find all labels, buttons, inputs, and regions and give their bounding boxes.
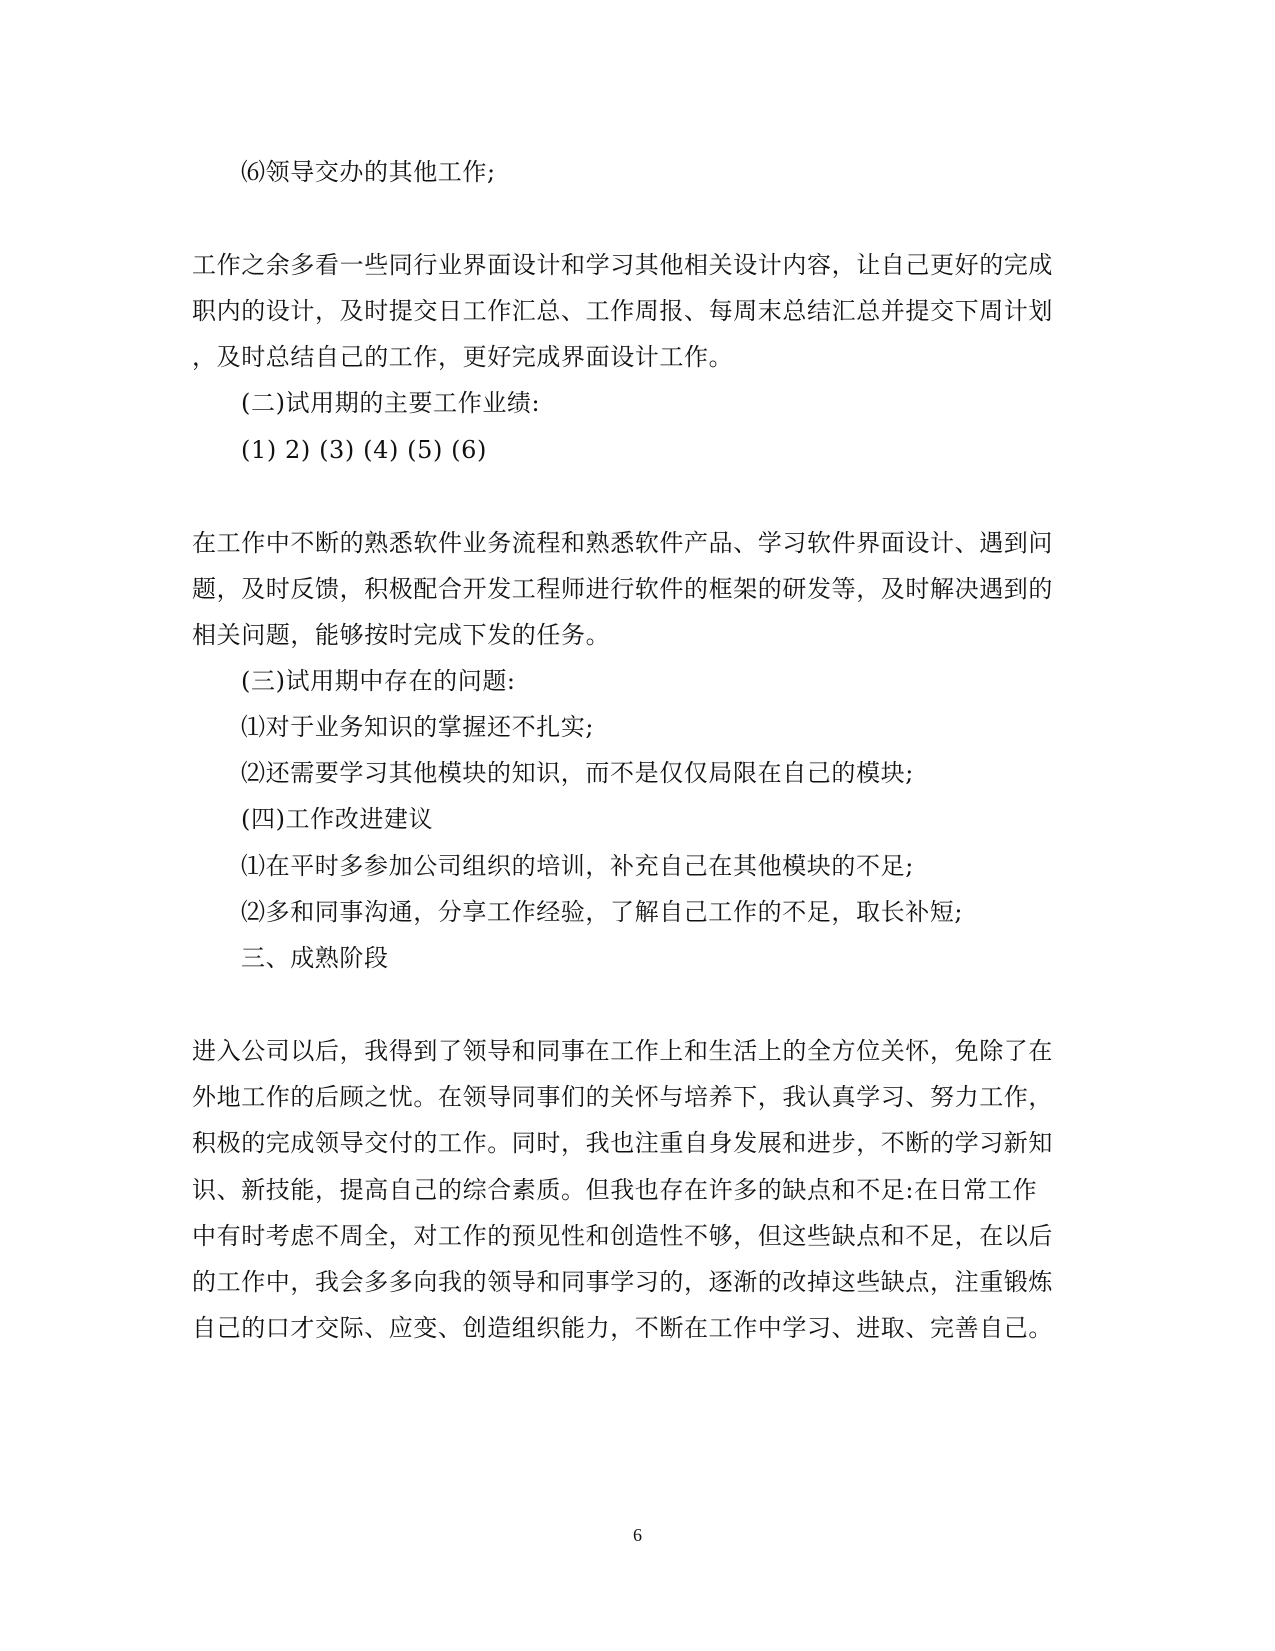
page-number: 6 — [633, 1525, 642, 1545]
paragraph-line: 的工作中，我会多多向我的领导和同事学习的，逐渐的改掉这些缺点，注重锻炼 — [192, 1268, 1053, 1296]
paragraph-line: 相关问题，能够按时完成下发的任务。 — [192, 621, 611, 649]
list-item-2: ⑵还需要学习其他模块的知识，而不是仅仅局限在自己的模块; — [241, 759, 914, 787]
paragraph-line: 进入公司以后，我得到了领导和同事在工作上和生活上的全方位关怀，免除了在 — [192, 1037, 1053, 1065]
paragraph-line: 积极的完成领导交付的工作。同时，我也注重自身发展和进步，不断的学习新知 — [192, 1129, 1053, 1157]
section-heading-improvements: (四)工作改进建议 — [241, 805, 434, 833]
list-item-1: ⑴对于业务知识的掌握还不扎实; — [241, 713, 595, 741]
paragraph-line: ，及时总结自己的工作，更好完成界面设计工作。 — [192, 343, 734, 371]
section-heading-achievements: (二)试用期的主要工作业绩: — [241, 389, 541, 417]
list-item-6: ⑹领导交办的其他工作; — [241, 158, 496, 186]
section-heading-maturity: 三、成熟阶段 — [241, 944, 389, 972]
paragraph-line: 在工作中不断的熟悉软件业务流程和熟悉软件产品、学习软件界面设计、遇到问 — [192, 529, 1053, 557]
paragraph-line: 中有时考虑不周全，对工作的预见性和创造性不够，但这些缺点和不足，在以后 — [192, 1222, 1053, 1250]
paragraph-line: 题，及时反馈，积极配合开发工程师进行软件的框架的研发等，及时解决遇到的 — [192, 575, 1053, 603]
paragraph-line: 外地工作的后顾之忧。在领导同事们的关怀与培养下，我认真学习、努力工作， — [192, 1083, 1053, 1111]
paragraph-line: 工作之余多看一些同行业界面设计和学习其他相关设计内容，让自己更好的完成 — [192, 251, 1053, 279]
list-item-2: ⑵多和同事沟通，分享工作经验，了解自己工作的不足，取长补短; — [241, 898, 964, 926]
list-item-1: ⑴在平时多参加公司组织的培训，补充自己在其他模块的不足; — [241, 852, 914, 880]
paragraph-line: 职内的设计，及时提交日工作汇总、工作周报、每周末总结汇总并提交下周计划 — [192, 297, 1053, 325]
paragraph-line: 自己的口才交际、应变、创造组织能力，不断在工作中学习、进取、完善自己。 — [192, 1314, 1053, 1342]
section-heading-problems: (三)试用期中存在的问题: — [241, 667, 516, 695]
paragraph-line: 识、新技能，提高自己的综合素质。但我也存在许多的缺点和不足:在日常工作 — [192, 1176, 1038, 1204]
numbered-list: (1) 2) (3) (4) (5) (6) — [241, 436, 487, 464]
